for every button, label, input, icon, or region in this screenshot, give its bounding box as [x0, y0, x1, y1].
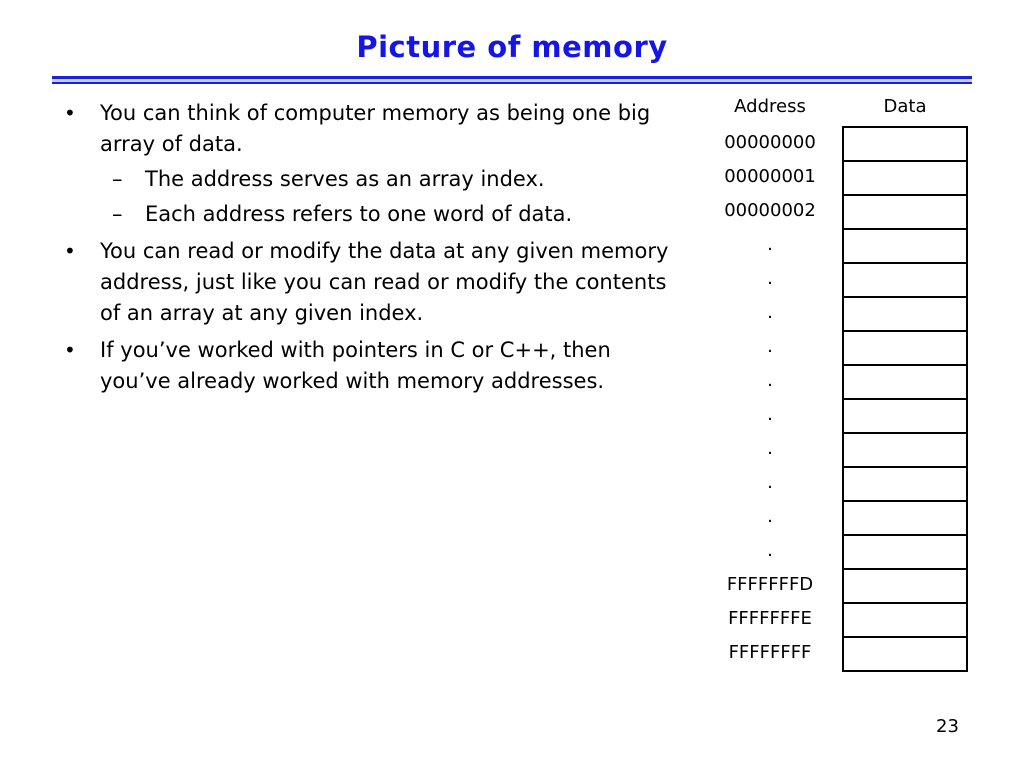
sub-bullet-item: [62, 199, 677, 230]
data-cell: [842, 432, 968, 466]
data-cell: [842, 500, 968, 534]
data-cell: [842, 262, 968, 296]
data-cell: [842, 296, 968, 330]
bullet-text: You can think of computer memory as being one big array of data.: [100, 101, 651, 156]
bullet-item: [62, 236, 677, 329]
data-cell: [842, 466, 968, 500]
title-rule-bottom: [52, 82, 972, 84]
data-cell: [842, 534, 968, 568]
address-label: FFFFFFFE: [728, 608, 812, 629]
page-number: 23: [936, 716, 959, 737]
data-cell: [842, 228, 968, 262]
data-cell: [842, 602, 968, 636]
data-cell: [842, 330, 968, 364]
address-label: .: [767, 268, 773, 289]
sub-bullet-text: Each address refers to one word of data.: [145, 202, 573, 226]
data-cell: [842, 398, 968, 432]
bullet-item: [62, 98, 677, 230]
address-label: FFFFFFFF: [728, 642, 812, 663]
dash-marker: –: [112, 167, 123, 191]
data-cell: [842, 364, 968, 398]
data-cell: [842, 636, 968, 672]
address-label: .: [767, 302, 773, 323]
data-cell: [842, 568, 968, 602]
address-header: Address: [734, 96, 806, 117]
data-cell: [842, 160, 968, 194]
address-label: .: [767, 234, 773, 255]
address-label: .: [767, 336, 773, 357]
address-label: .: [767, 404, 773, 425]
address-label: 00000000: [724, 132, 816, 153]
address-label: .: [767, 540, 773, 561]
address-label: 00000002: [724, 200, 816, 221]
data-cell: [842, 126, 968, 160]
address-label: FFFFFFFD: [726, 574, 814, 595]
slide-title: Picture of memory: [356, 30, 668, 64]
address-label: .: [767, 472, 773, 493]
address-label: .: [767, 370, 773, 391]
data-header: Data: [883, 96, 927, 117]
bullet-item: [62, 335, 677, 397]
bullet-list: [62, 98, 677, 403]
bullet-text: You can read or modify the data at any given memory address, just like you can read or modify the contents of an array at any given index.: [100, 239, 669, 325]
bullet-marker: •: [64, 239, 76, 263]
data-cell: [842, 194, 968, 228]
address-label: 00000001: [724, 166, 816, 187]
bullet-text: If you’ve worked with pointers in C or C++, then you’ve already worked with memory addresses.: [100, 338, 611, 393]
bullet-marker: •: [64, 101, 76, 125]
sub-bullet-text: The address serves as an array index.: [145, 167, 545, 191]
dash-marker: –: [112, 202, 123, 226]
address-label: .: [767, 438, 773, 459]
bullet-marker: •: [64, 338, 76, 362]
address-label: .: [767, 506, 773, 527]
sub-bullet-item: [62, 164, 677, 195]
